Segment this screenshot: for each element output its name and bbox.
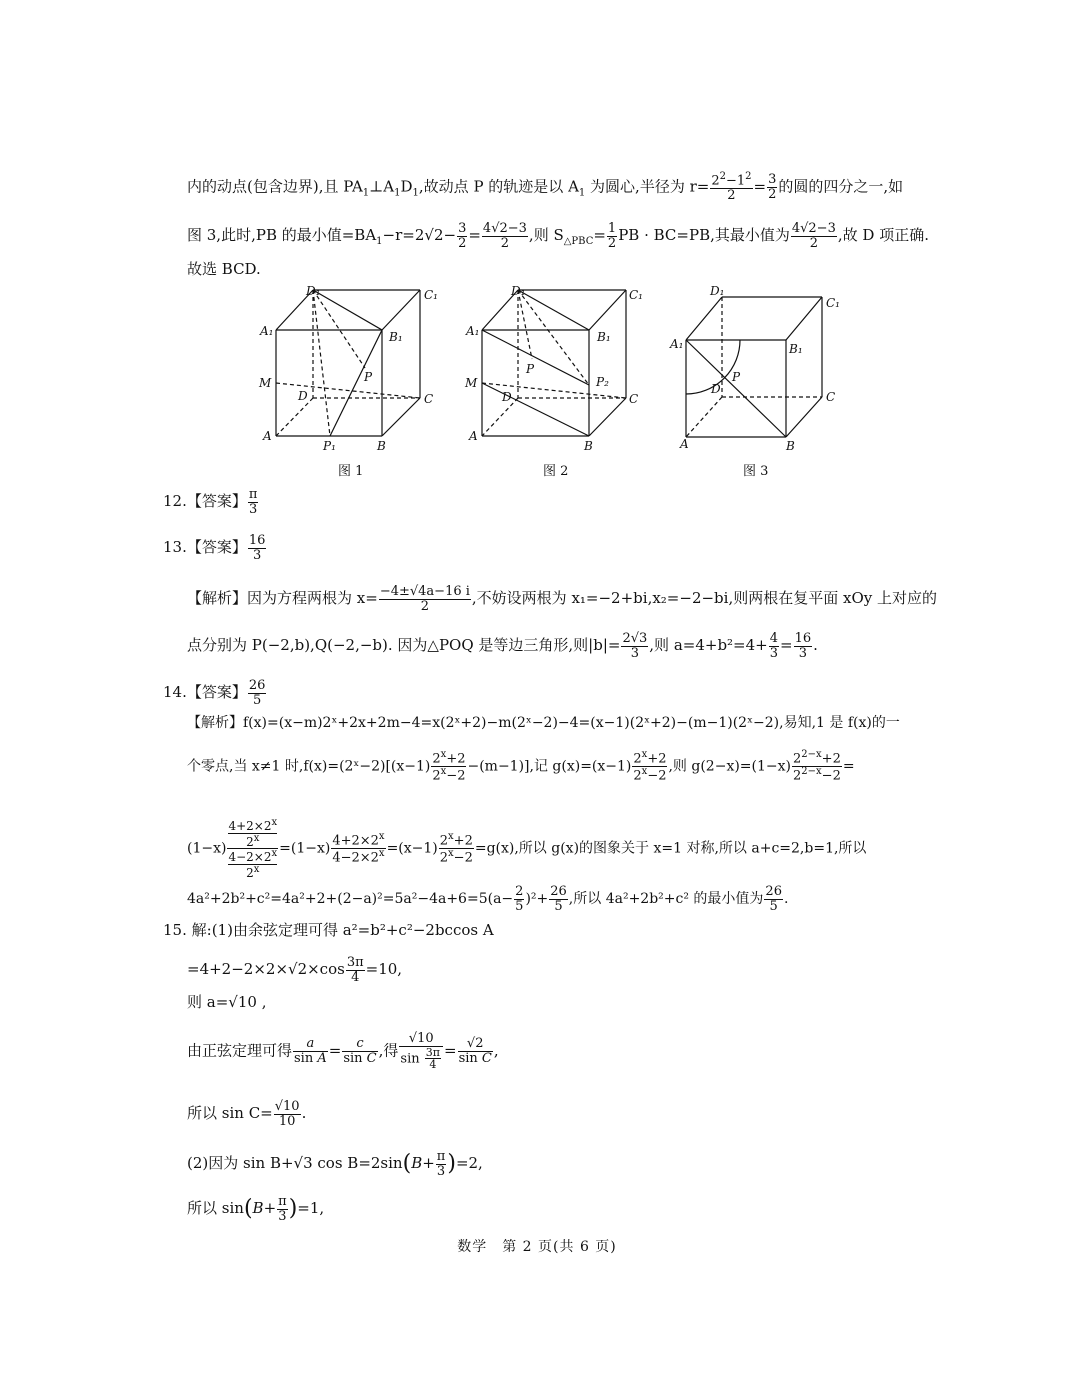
svg-text:M: M [465, 376, 478, 390]
q14-analysis-line-2: 个零点,当 x≠1 时,f(x)=(2ˣ−2)[(x−1) $\frac{2^x+2}{2^x-2}$ −(m−1)],记 g(x)=(x−1) $\frac{2^x+2}{2^x-2}$ ,则 g(2−x)=(1−x) $\frac{2^{2-x}+2}{2^{2-x}-2}$ = [187, 749, 855, 784]
q12-answer: 12.【答案】 $\frac{\pi}{3}$ [163, 487, 258, 517]
svg-text:C₁: C₁ [629, 288, 643, 302]
q14-answer: 14.【答案】 $\frac{26}{5}$ [163, 678, 266, 708]
svg-text:D₁: D₁ [710, 284, 725, 298]
svg-text:D: D [502, 390, 512, 404]
svg-text:A: A [263, 429, 272, 443]
svg-text:A₁: A₁ [670, 337, 684, 351]
svg-text:P₁: P₁ [323, 439, 336, 453]
svg-text:B: B [584, 439, 593, 453]
cube-figures [0, 280, 1074, 480]
svg-text:C: C [424, 392, 434, 406]
q11-line-1: 内的动点(包含边界),且 $PA_1\perp A_1D_1$,故动点 P 的轨迹是以 $A_1$ 为圆心,半径为 r= $\frac{2^2-1^2}{2}$ = $\frac{3}{2}$ 的圆的四分之一,如 [187, 171, 904, 203]
q15-line-5: 所以 sin C= $\frac{√10}{10}$ . [187, 1099, 307, 1129]
svg-text:P: P [364, 370, 373, 384]
figure-2-caption: 图 2 [543, 464, 569, 479]
q11-line-3: 故选 BCD. [187, 260, 261, 278]
svg-text:P₂: P₂ [596, 375, 609, 389]
q13-analysis-line-1: 【解析】因为方程两根为 x= $\frac{-4\pm√4a-16 i}{2}$ ,不妨设两根为 x₁=−2+bi,x₂=−2−bi,则两根在复平面 xOy 上对应的 [187, 584, 937, 614]
figure-3-cube [686, 297, 822, 437]
svg-text:M: M [259, 376, 272, 390]
q15-line-6: (2)因为 sin B+√3 cos B=2sin(B+ $\frac{\pi}{3}$ )=2, [187, 1149, 483, 1179]
svg-text:P: P [732, 370, 741, 384]
q14-analysis-line-4: 4a²+2b²+c²=4a²+2+(2−a)²=5a²−4a+6=5(a− $\frac{2}{5}$ )²+ $\frac{26}{5}$ ,所以 4a²+2b²+c² 的最小值为 $\frac{26}{5}$ . [187, 884, 789, 914]
q15-line-1: 15. 解:(1)由余弦定理可得 a²=b²+c²−2bccos A [163, 921, 494, 939]
svg-text:D: D [298, 389, 308, 403]
svg-text:D₁: D₁ [511, 284, 526, 298]
svg-text:A₁: A₁ [466, 324, 480, 338]
page-footer: 数学 第 2 页(共 6 页) [457, 1239, 617, 1255]
svg-text:B: B [786, 439, 795, 453]
figure-3-caption: 图 3 [743, 464, 769, 479]
svg-text:D: D [711, 382, 721, 396]
q13-analysis-line-2: 点分别为 P(−2,b),Q(−2,−b). 因为△POQ 是等边三角形,则|b|= $\frac{2√3}{3}$ ,则 a=4+b²=4+ $\frac{4}{3}$ = $\frac{16}{3}$ . [187, 631, 818, 661]
svg-text:D₁: D₁ [306, 284, 321, 298]
q15-line-3: 则 a=√10 , [187, 993, 267, 1011]
svg-text:A₁: A₁ [260, 324, 274, 338]
figure-1-cube [276, 290, 420, 436]
svg-text:C: C [826, 390, 836, 404]
svg-text:C₁: C₁ [424, 288, 438, 302]
svg-text:A: A [469, 429, 478, 443]
svg-text:B: B [377, 439, 386, 453]
figure-1-caption: 图 1 [338, 464, 364, 479]
q15-line-7: 所以 sin(B+ $\frac{\pi}{3}$ )=1, [187, 1194, 325, 1224]
svg-text:B₁: B₁ [389, 330, 403, 344]
q14-analysis-line-1: 【解析】f(x)=(x−m)2ˣ+2x+2m−4=x(2ˣ+2)−m(2ˣ−2)−4=(x−1)(2ˣ+2)−(m−1)(2ˣ−2),易知,1 是 f(x)的一 [187, 715, 900, 731]
svg-text:C₁: C₁ [826, 296, 840, 310]
q15-line-2: =4+2−2×2×√2×cos $\frac{3\pi}{4}$ =10, [187, 955, 403, 985]
svg-text:P: P [526, 362, 535, 376]
q11-line-2: 图 3,此时,PB 的最小值$=BA_1-r=2√2-$ $\frac{3}{2}$ = $\frac{4√2-3}{2}$ ,则 $S_{\triangle PBC}=$ $\frac{1}{2}$ PB · BC=PB,其最小值为 $\frac{4√2-3}{2}$ ,故 D 项正确. [187, 221, 929, 251]
q14-analysis-line-3: (1−x) $4+2\times 2^x$ 2$^x$ $4-2\times 2^x$ 2$^x$ =(1−x) $\frac{4+2\times 2^x}{4-2\times 2^x}$ =(x−1) $\frac{2^x+2}{2^x-2}$ =g(x),所以 g(x)的图象关于 x=1 对称,所以 a+c=2,b=1,所以 [187, 817, 867, 880]
svg-text:B₁: B₁ [789, 342, 803, 356]
q15-line-4: 由正弦定理可得 $\frac{a}{\text{sin A}}$ = $\frac{c}{\text{sin C}}$ ,得 √10 sin $\frac{3\pi}{4}$ = $\frac{√2}{\text{sin C}}$ , [187, 1031, 499, 1072]
svg-text:B₁: B₁ [597, 330, 611, 344]
figure-2-cube [482, 290, 626, 436]
svg-text:C: C [629, 392, 639, 406]
q13-answer: 13.【答案】 $\frac{16}{3}$ [163, 533, 266, 563]
svg-text:A: A [680, 437, 689, 451]
